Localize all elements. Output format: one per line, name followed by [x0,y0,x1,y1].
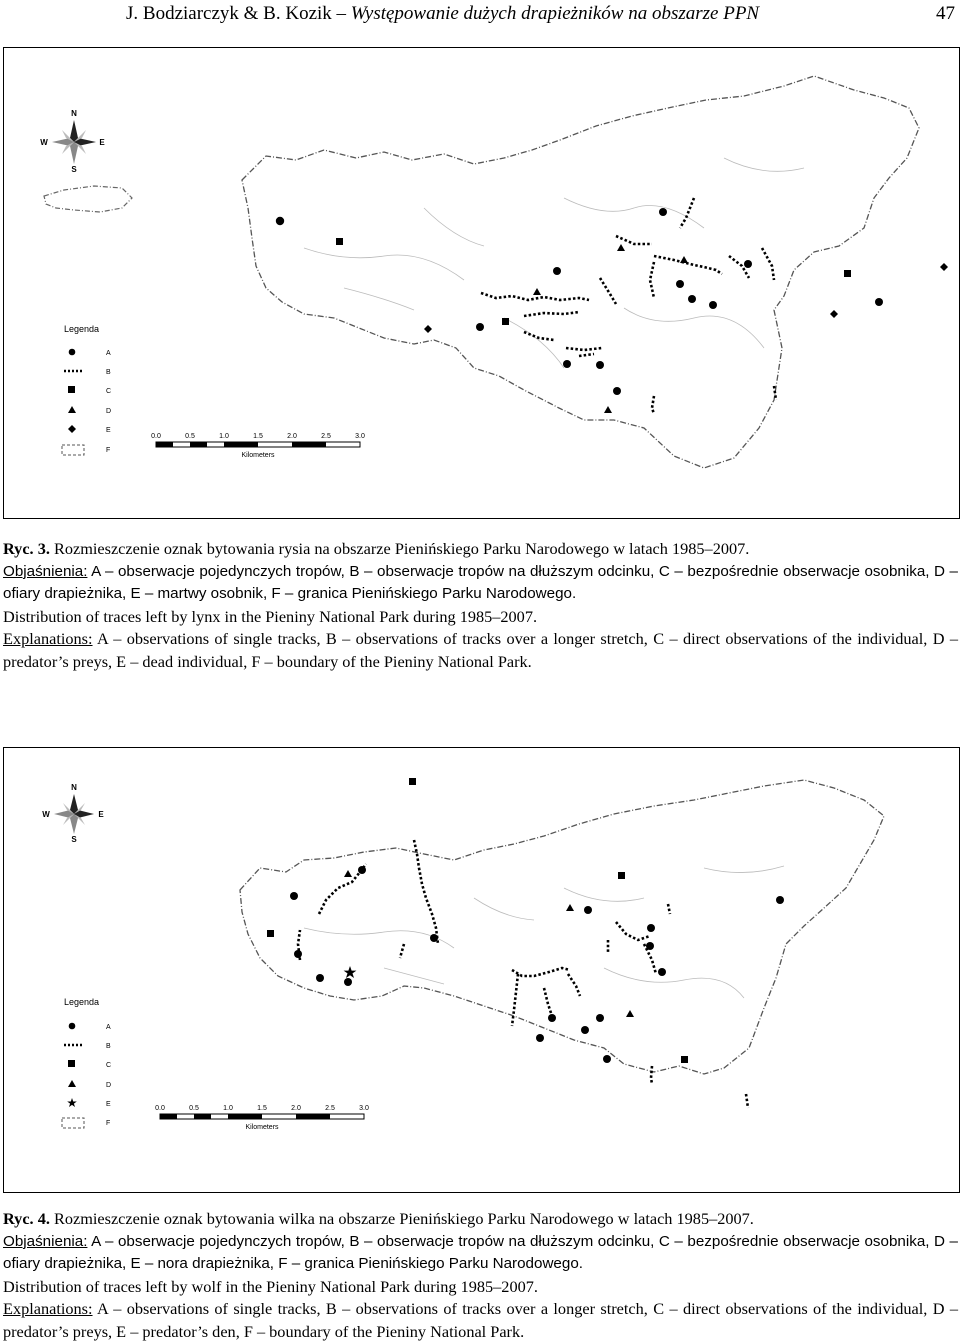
svg-text:1.0: 1.0 [223,1105,233,1112]
compass-n: N [71,109,77,118]
page-number: 47 [936,3,955,24]
running-title [126,3,759,25]
caption-3-title-pl: Ryc. 3. Rozmieszczenie oznak bytowania rysia na obszarze Pienińskiego Parku Narodowego w latach 1985–2007. [3,539,750,558]
compass-rose-icon [52,120,96,164]
legend-title: Legenda [64,324,100,334]
map-legend [62,324,111,455]
caption-3-title-en: Distribution of traces left by lynx in the Pieniny National Park during 1985–2007. [3,606,538,626]
svg-text:A: A [106,1024,111,1031]
caption-4-title-pl: Ryc. 4. Rozmieszczenie oznak bytowania wilka na obszarze Pienińskiego Parku Narodowego w latach 1985–2007. [3,1209,754,1228]
header-title: Występowanie dużych drapieżników na obszarze PPN [350,3,760,24]
svg-text:1.5: 1.5 [257,1105,267,1112]
svg-text:E: E [98,810,104,819]
scale-bar [151,433,365,459]
scale-bar [155,1105,369,1131]
svg-text:Kilometers: Kilometers [245,1124,279,1131]
running-header [0,0,960,30]
svg-text:1.5: 1.5 [253,433,263,440]
svg-text:N: N [71,783,77,792]
park-boundary [242,76,919,468]
svg-text:B: B [106,1043,111,1050]
compass-w: W [40,138,48,147]
svg-text:3.0: 3.0 [355,433,365,440]
wolf-den-star-icon [344,966,357,978]
lynx-map-svg [4,48,959,518]
svg-text:W: W [42,810,50,819]
svg-text:C: C [106,388,112,395]
park-boundary-west [44,186,132,212]
svg-text:0.5: 0.5 [185,433,195,440]
svg-text:0.0: 0.0 [151,433,161,440]
caption-figure-3 [3,538,958,673]
wolf-map-svg [4,748,959,1192]
map-legend [62,997,111,1128]
figure-4-wolf-map [3,747,960,1193]
svg-text:D: D [106,408,112,415]
figure-3-lynx-map [3,47,960,519]
svg-text:2.0: 2.0 [291,1105,301,1112]
caption-4-expl-pl: Objaśnienia: A – obserwacje pojedynczych tropów, B – obserwacje tropów na dłuższym odcinku, C – bezpośrednie obserwacje osobnika, D – ofiary drapieżnika, E – nora drapieżnika, F – granica Pienińskiego Parku Narodowego. [3,1232,958,1272]
svg-text:A: A [106,350,111,357]
svg-text:0.0: 0.0 [155,1105,165,1112]
header-authors: J. Bodziarczyk & B. Kozik – [126,3,351,24]
svg-text:D: D [106,1082,112,1089]
caption-4-title-en: Distribution of traces left by wolf in the Pieniny National Park during 1985–2007. [3,1276,538,1296]
svg-text:F: F [106,1120,111,1127]
compass-e: E [99,138,105,147]
svg-text:1.0: 1.0 [219,433,229,440]
compass-s: S [71,165,77,174]
svg-text:2.5: 2.5 [321,433,331,440]
svg-text:2.5: 2.5 [325,1105,335,1112]
compass-rose-icon [54,794,94,834]
legend-title: Legenda [64,997,100,1007]
caption-3-expl-pl: Objaśnienia: A – obserwacje pojedynczych tropów, B – obserwacje tropów na dłuższym odcinku, C – bezpośrednie obserwacje osobnika, D – ofiary drapieżnika, E – martwy osobnik, F – granica Pienińskiego Parku Narodowego. [3,562,958,602]
svg-text:Kilometers: Kilometers [241,452,275,459]
lynx-track-lines [481,198,776,414]
caption-figure-4 [3,1208,958,1343]
caption-3-expl-en: Explanations: A – observations of single tracks, B – observations of tracks over a longer stretch, C – direct observations of the individual, D – predator’s preys, E – dead individual, F – boundary of the Pieniny National Park. [3,629,958,671]
lynx-single-tracks [276,208,883,395]
wolf-single-tracks [290,866,784,1063]
svg-text:E: E [106,427,111,434]
wolf-prey-sites [344,870,634,1017]
svg-text:2.0: 2.0 [287,433,297,440]
svg-text:S: S [71,835,77,844]
svg-text:E: E [106,1101,111,1108]
caption-4-expl-en: Explanations: A – observations of single tracks, B – observations of tracks over a longer stretch, C – direct observations of the individual, D – predator’s preys, E – predator’s den, F – boundary of the Pieniny National Park. [3,1299,958,1341]
wolf-direct-observations [267,778,688,1063]
streams [304,158,804,368]
park-boundary [240,780,884,1074]
svg-text:F: F [106,447,111,454]
svg-text:C: C [106,1062,112,1069]
wolf-track-lines [298,840,748,1108]
svg-text:3.0: 3.0 [359,1105,369,1112]
svg-text:0.5: 0.5 [189,1105,199,1112]
svg-text:B: B [106,369,111,376]
streams [304,866,784,998]
